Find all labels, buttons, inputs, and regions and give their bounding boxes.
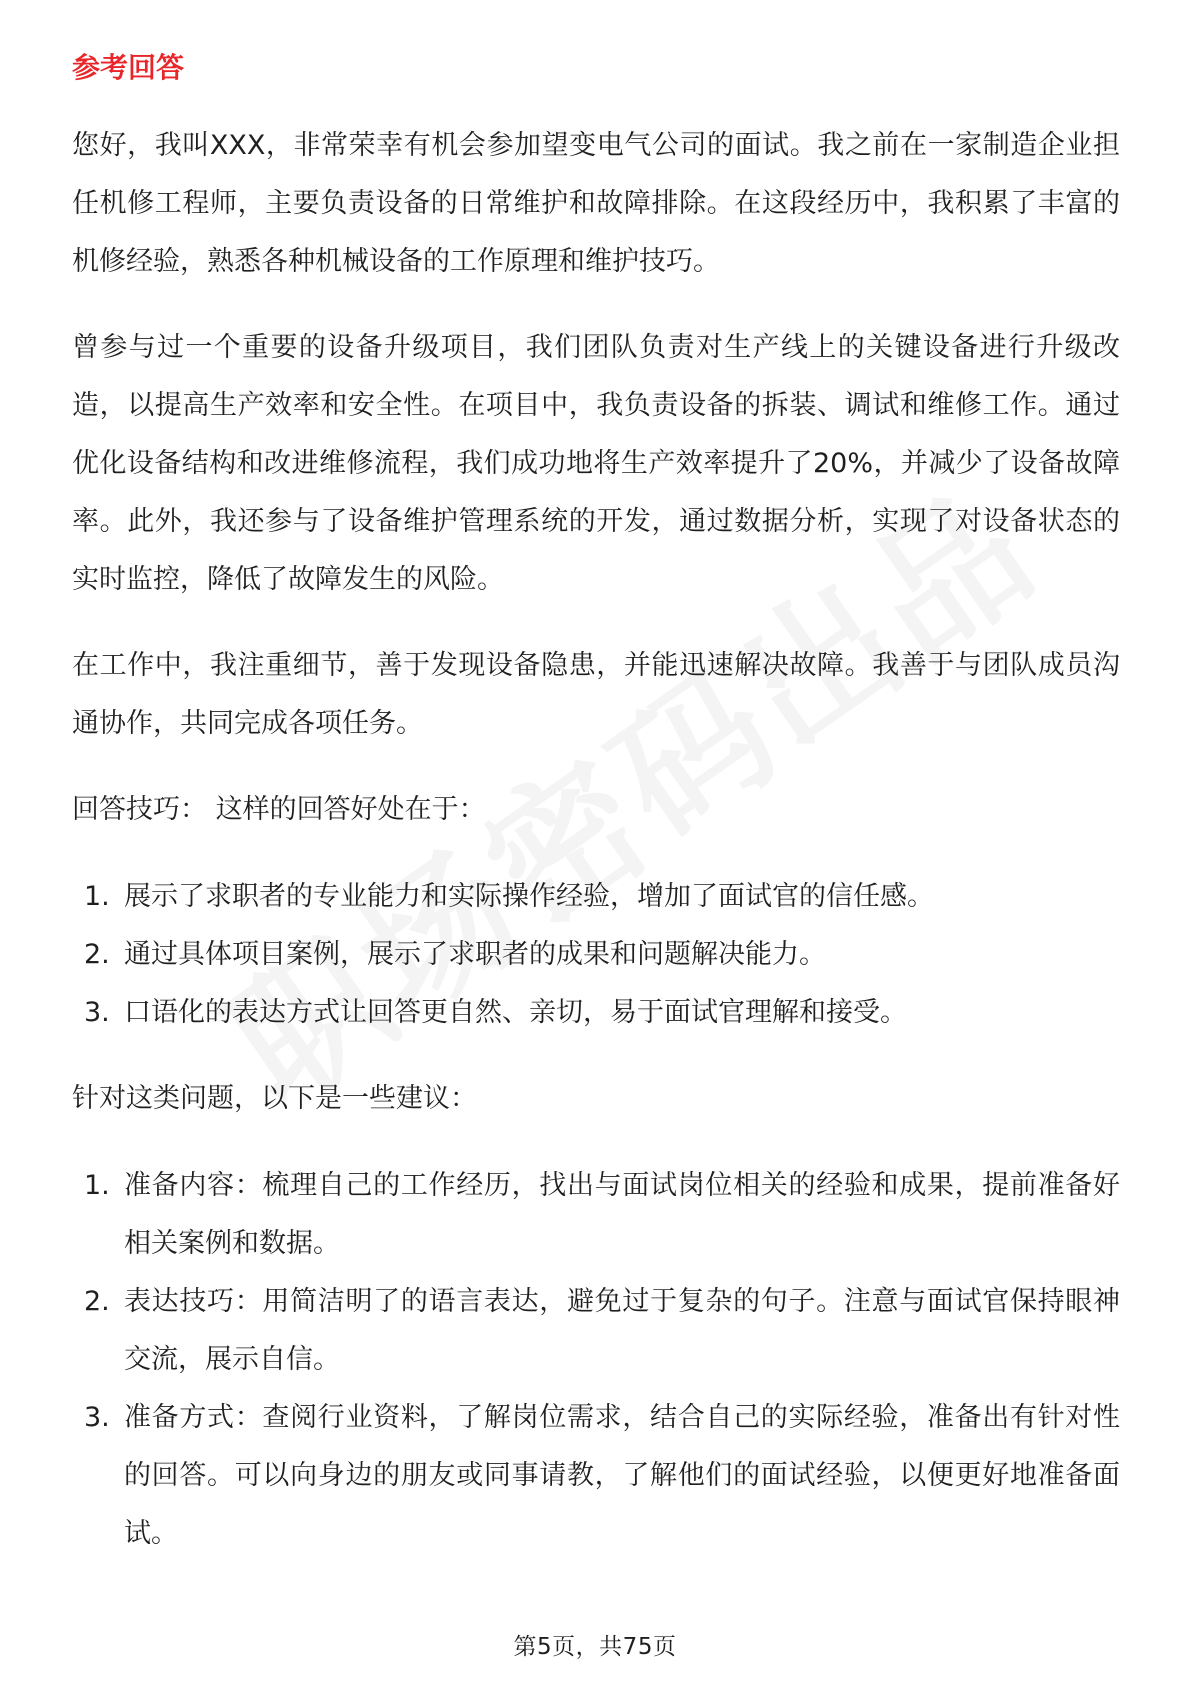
list-item (72, 1157, 1120, 1273)
document-body (72, 48, 1120, 1591)
list-item-number: 2. (84, 1286, 110, 1317)
answer-paragraph-1: 您好，我叫XXX，非常荣幸有机会参加望变电气公司的面试。我之前在一家制造企业担任机修工程师，主要负责设备的日常维护和故障排除。在这段经历中，我积累了丰富的机修经验，熟悉各种机械设备的工作原理和维护技巧。 (72, 130, 1120, 277)
list-item (72, 926, 1120, 984)
list-item-text: 通过具体项目案例，展示了求职者的成果和问题解决能力。 (124, 939, 826, 970)
list-item-number: 2. (84, 939, 110, 970)
list-item (72, 984, 1120, 1042)
tips-list (72, 868, 1120, 1042)
list-item-text: 准备内容：梳理自己的工作经历，找出与面试岗位相关的经验和成果，提前准备好相关案例和数据。 (124, 1170, 1120, 1259)
list-item-text: 准备方式：查阅行业资料，了解岗位需求，结合自己的实际经验，准备出有针对性的回答。可以向身边的朋友或同事请教，了解他们的面试经验，以便更好地准备面试。 (124, 1402, 1120, 1549)
advice-intro: 针对这类问题，以下是一些建议： (72, 1083, 477, 1114)
list-item-text: 口语化的表达方式让回答更自然、亲切，易于面试官理解和接受。 (124, 997, 907, 1028)
answer-paragraph-3: 在工作中，我注重细节，善于发现设备隐患，并能迅速解决故障。我善于与团队成员沟通协作，共同完成各项任务。 (72, 650, 1120, 739)
list-item (72, 868, 1120, 926)
list-item-number: 3. (84, 997, 110, 1028)
list-item-text: 表达技巧：用简洁明了的语言表达，避免过于复杂的句子。注意与面试官保持眼神交流，展示自信。 (124, 1286, 1120, 1375)
list-item-number: 3. (84, 1402, 110, 1433)
tips-intro: 回答技巧： 这样的回答好处在于： (72, 794, 486, 825)
list-item-text: 展示了求职者的专业能力和实际操作经验，增加了面试官的信任感。 (124, 881, 934, 912)
list-item-number: 1. (84, 1170, 110, 1201)
advice-list (72, 1157, 1120, 1563)
list-item (72, 1389, 1120, 1563)
page-footer: 第5页，共75页 (513, 1634, 677, 1660)
list-item-number: 1. (84, 881, 110, 912)
list-item (72, 1273, 1120, 1389)
section-heading: 参考回答 (72, 51, 185, 84)
answer-paragraph-2: 曾参与过一个重要的设备升级项目，我们团队负责对生产线上的关键设备进行升级改造，以提高生产效率和安全性。在项目中，我负责设备的拆装、调试和维修工作。通过优化设备结构和改进维修流程，我们成功地将生产效率提升了20%，并减少了设备故障率。此外，我还参与了设备维护管理系统的开发，通过数据分析，实现了对设备状态的实时监控，降低了故障发生的风险。 (72, 332, 1120, 595)
